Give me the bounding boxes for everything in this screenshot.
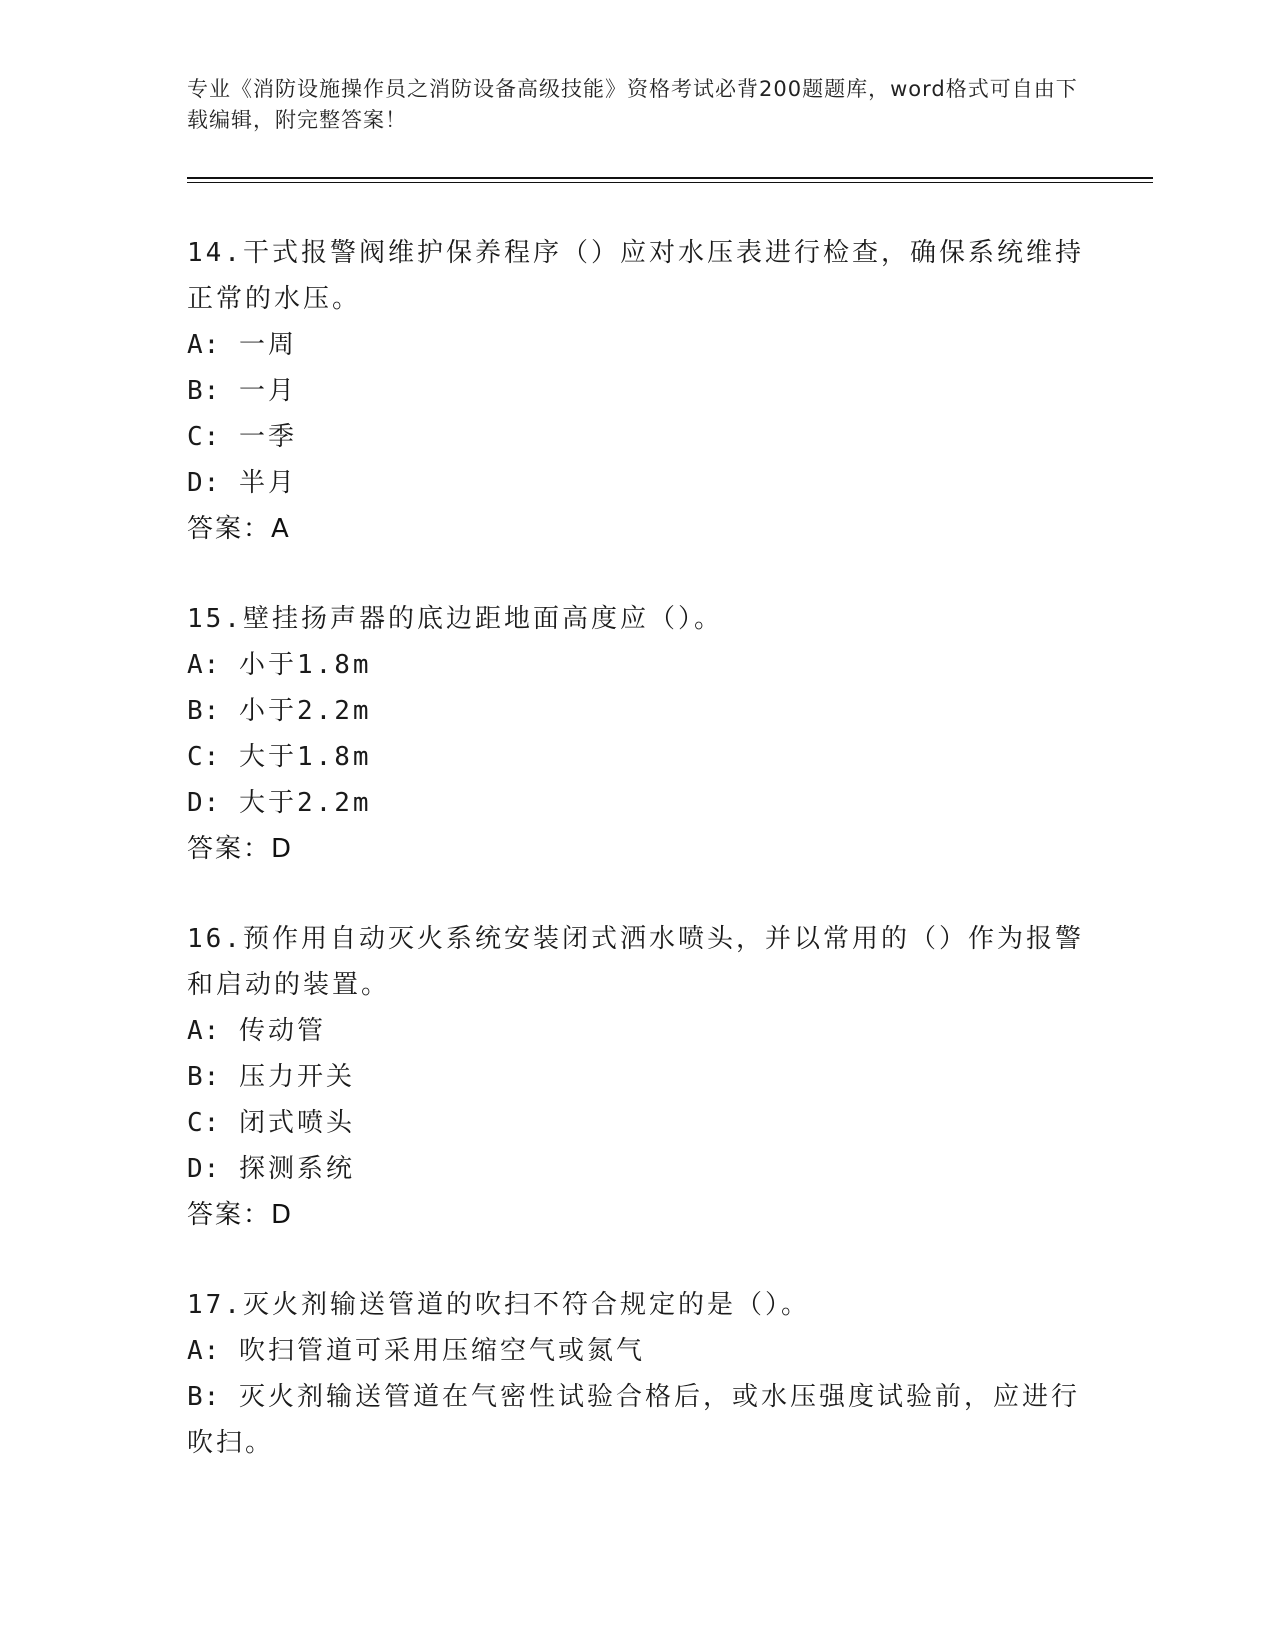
option-a [187,642,1087,688]
option-label: B: [187,1062,221,1092]
option-text: 一月 [238,376,297,406]
option-label: A: [187,650,221,680]
option-a [187,322,1087,368]
answer-line: 答案：A [187,514,291,544]
question-15 [187,596,1087,872]
option-text: 大于2.2m [238,788,372,818]
option-c [187,734,1087,780]
option-c [187,1100,1087,1146]
question-stem: 17.灭火剂输送管道的吹扫不符合规定的是（）。 [187,1290,810,1320]
document-header: 专业《消防设施操作员之消防设备高级技能》资格考试必背200题题库，word格式可自由下载编辑，附完整答案！ [187,77,1078,132]
option-text: 传动管 [238,1016,326,1046]
option-text: 大于1.8m [238,742,372,772]
header-rule-thick [187,177,1153,179]
option-d [187,1146,1087,1192]
question-17 [187,1282,1087,1466]
option-label: C: [187,1108,221,1138]
option-b [187,368,1087,414]
option-label: B: [187,696,221,726]
option-label: B: [187,376,221,406]
option-d [187,460,1087,506]
option-b [187,1054,1087,1100]
option-label: C: [187,422,221,452]
option-label: A: [187,1016,221,1046]
option-text: 一周 [238,330,297,360]
option-text: 探测系统 [238,1154,355,1184]
option-label: A: [187,330,221,360]
option-text: 小于2.2m [238,696,372,726]
option-text: 一季 [238,422,297,452]
option-label: B: [187,1382,221,1412]
option-d [187,780,1087,826]
option-text: 压力开关 [238,1062,355,1092]
option-label: D: [187,468,221,498]
option-text: 灭火剂输送管道在气密性试验合格后，或水压强度试验前，应进行吹扫。 [187,1382,1080,1458]
option-text: 吹扫管道可采用压缩空气或氮气 [238,1336,645,1366]
header-rule-thin [187,182,1153,183]
option-a [187,1008,1087,1054]
option-label: D: [187,1154,221,1184]
option-b [187,1374,1087,1466]
option-b [187,688,1087,734]
question-stem: 16.预作用自动灭火系统安装闭式洒水喷头，并以常用的（）作为报警和启动的装置。 [187,924,1084,1000]
option-c [187,414,1087,460]
question-16 [187,916,1087,1238]
answer-line: 答案：D [187,834,294,864]
option-a [187,1328,1087,1374]
option-label: C: [187,742,221,772]
option-text: 闭式喷头 [238,1108,355,1138]
question-14 [187,230,1087,552]
option-label: D: [187,788,221,818]
answer-line: 答案：D [187,1200,294,1230]
option-label: A: [187,1336,221,1366]
option-text: 半月 [238,468,297,498]
question-stem: 14.干式报警阀维护保养程序（）应对水压表进行检查，确保系统维持正常的水压。 [187,238,1084,314]
question-list [187,230,1087,1510]
option-text: 小于1.8m [238,650,372,680]
question-stem: 15.壁挂扬声器的底边距地面高度应（）。 [187,604,723,634]
